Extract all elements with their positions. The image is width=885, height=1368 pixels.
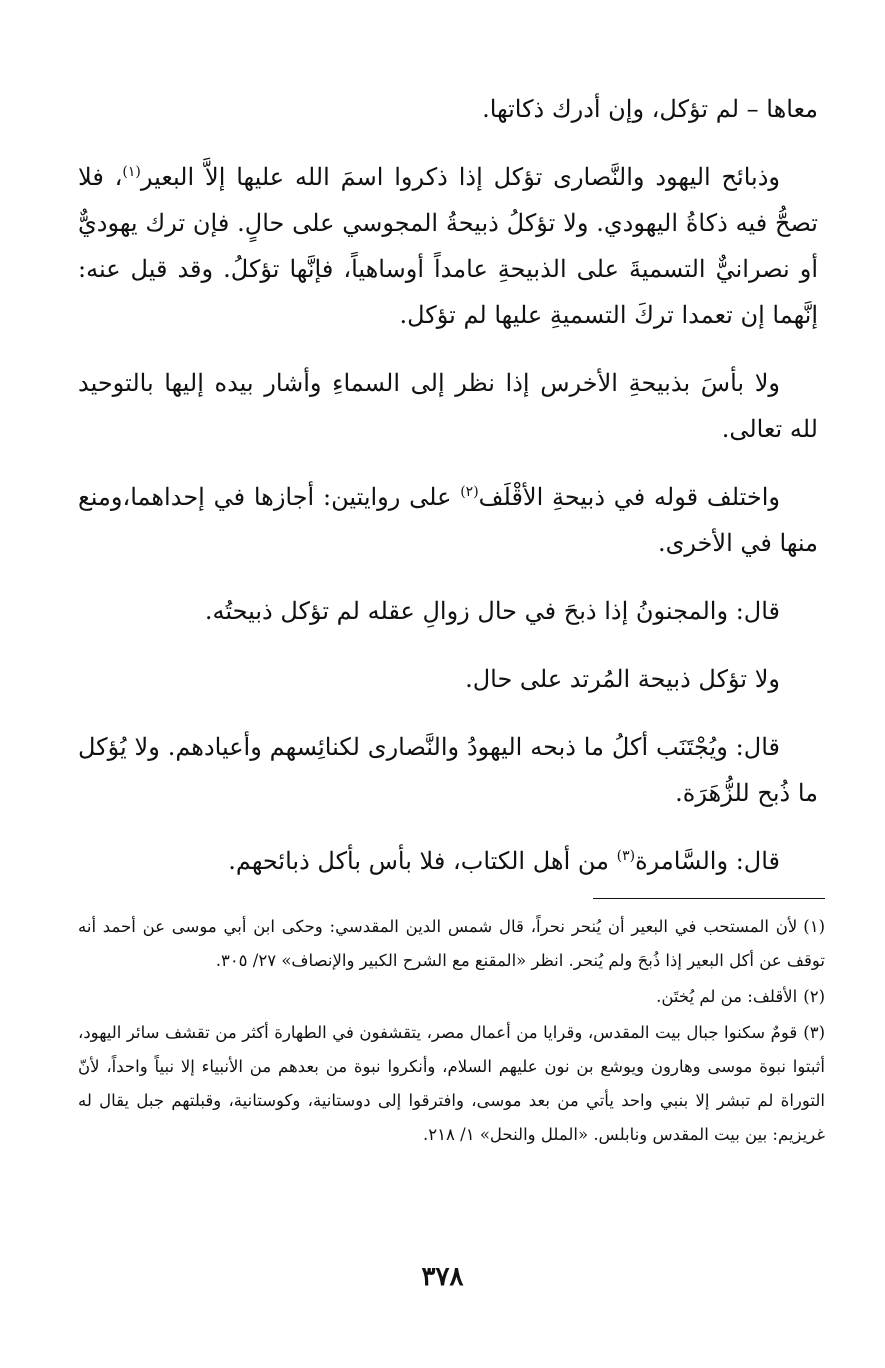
footnotes — [78, 910, 825, 1154]
paragraph — [78, 656, 818, 702]
footnote-separator — [593, 898, 825, 899]
footnote-1 — [78, 910, 825, 978]
paragraph — [78, 838, 818, 884]
paragraph — [78, 588, 818, 634]
paragraph-text: ولا تؤكل ذبيحة المُرتد على حال. — [465, 665, 780, 693]
paragraph-text: وذبائح اليهود والنَّصارى تؤكل إذا ذكروا اسمَ الله عليها إلاَّ البعير — [140, 163, 781, 191]
footnote-number: (١) — [803, 917, 825, 936]
paragraph — [78, 86, 818, 132]
paragraph-text: معاها – لم تؤكل، وإن أدرك ذكاتها. — [482, 95, 818, 123]
paragraph — [78, 360, 818, 452]
footnote-number: (٢) — [803, 987, 825, 1006]
footnote-text: الأقلف: من لم يُختَن. — [656, 987, 798, 1006]
footnote-text: قومٌ سكنوا جبال بيت المقدس، وقرايا من أعمال مصر، يتقشفون في الطهارة أكثر من تقشف سائر اليهود، أثبتوا نبوة موسى وهارون ويوشع بن نون عليهم السلام، وأنكروا نبوة من بعدهم من الأنبياء إلا نبياً واحداً، لأنّ التوراة لم تبشر إلا بنبي واحد يأتي من بعد موسى، وافترقوا إلى دوستانية، وكوستانية، وقبلتهم جبل يقال له غريزيم: بين بيت المقدس ونابلس. «الملل والنحل» ١/ ٢١٨. — [78, 1023, 825, 1144]
paragraph-text: على روايتين: أجازها في إحداهما،ومنع منها في الأخرى. — [78, 483, 818, 557]
footnote-3 — [78, 1016, 825, 1152]
footnote-reference[interactable]: (٢) — [460, 484, 479, 500]
paragraph-text: من أهل الكتاب، فلا بأس بأكل ذبائحهم. — [228, 847, 617, 875]
paragraph-text: واختلف قوله في ذبيحةِ الأقْلَف — [478, 483, 780, 511]
main-text — [78, 86, 818, 906]
footnote-text: لأن المستحب في البعير أن يُنحر نحراً، قال شمس الدين المقدسي: وحكى ابن أبي موسى عن أحمد أنه توقف عن أكل البعير إذا ذُبحَ ولم يُنحر. انظر «المقنع مع الشرح الكبير والإنصاف» ٢٧/ ٣٠٥. — [78, 917, 825, 970]
footnote-2 — [78, 980, 825, 1014]
paragraph-text: قال: والمجنونُ إذا ذبحَ في حال زوالِ عقله لم تؤكل ذبيحتُه. — [204, 597, 780, 625]
paragraph-text: قال: والسَّامرة — [635, 847, 780, 875]
footnote-reference[interactable]: (١) — [122, 164, 141, 180]
paragraph-text: ولا بأسَ بذبيحةِ الأخرس إذا نظر إلى السماءِ وأشار بيده إليها بالتوحيد لله تعالى. — [78, 369, 818, 443]
footnote-number: (٣) — [803, 1023, 825, 1042]
paragraph — [78, 154, 818, 338]
paragraph-text: قال: ويُجْتَنَب أكلُ ما ذبحه اليهودُ والنَّصارى لكنائِسهم وأعيادهم. ولا يُؤكل ما ذُبح للزُّهَرَة. — [78, 733, 818, 807]
footnote-reference[interactable]: (٣) — [616, 848, 636, 864]
paragraph — [78, 474, 818, 566]
paragraph — [78, 724, 818, 816]
page-number: ٣٧٨ — [421, 1262, 464, 1292]
body-text — [78, 86, 818, 884]
paragraph-text: ، فلا تصحُّ فيه ذكاةُ اليهودي. ولا تؤكلُ ذبيحةُ المجوسي على حالٍ. فإن ترك يهوديٌّ أو نصرانيٌّ التسميةَ على الذبيحةِ عامداً أوساهياً، فإنَّها تؤكلُ. وقد قيل عنه: إنَّهما إن تعمدا تركَ التسميةِ عليها لم تؤكل. — [78, 163, 818, 329]
